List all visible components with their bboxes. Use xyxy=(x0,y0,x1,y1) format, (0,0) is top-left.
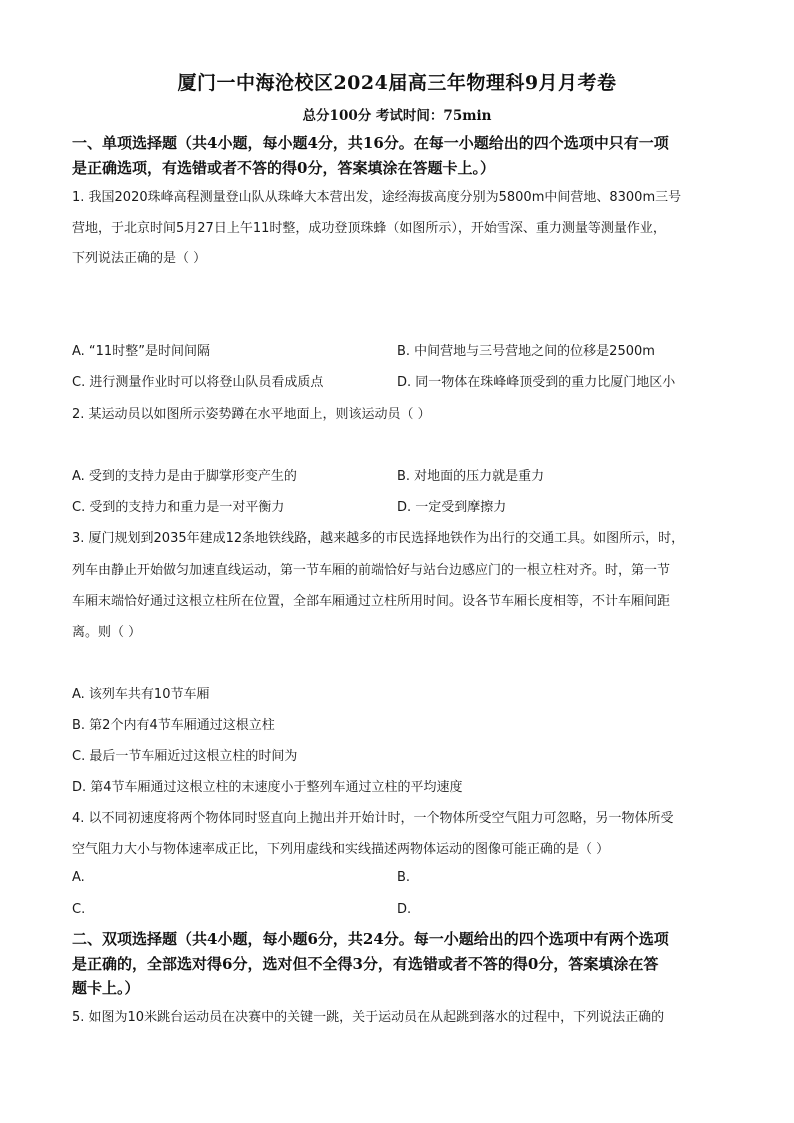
question-3-line4: 离。则（ ） xyxy=(72,625,142,640)
question-2-option-d: D. 一定受到摩擦力 xyxy=(397,500,507,515)
page-title: 厦门一中海沧校区2024届高三年物理科9月月考卷 xyxy=(177,72,617,94)
question-1-line1: 1. 我国2020珠峰高程测量登山队从珠峰大本营出发，途经海拔高度分别为5800m中间营地、8300m三号 xyxy=(72,190,682,205)
section-1-heading-line1: 一、单项选择题（共4小题，每小题4分，共16分。在每一小题给出的四个选项中只有一项 xyxy=(72,134,669,152)
question-2-option-b: B. 对地面的压力就是重力 xyxy=(397,469,545,484)
question-1-line2: 营地，于北京时间5月27日上午11时整，成功登顶珠蜂（如图所示），开始雪深、重力测量等测量作业， xyxy=(72,221,666,236)
question-4-option-c: C. xyxy=(72,902,86,917)
question-1-option-b: B. 中间营地与三号营地之间的位移是2500m xyxy=(397,344,655,359)
question-3-option-b: B. 第2个内有4节车厢通过这根立柱 xyxy=(72,718,275,733)
question-1-line3: 下列说法正确的是（ ） xyxy=(72,251,207,266)
question-3-line3: 车厢末端恰好通过这根立柱所在位置，全部车厢通过立柱所用时间。设各节车厢长度相等，不计车厢间距 xyxy=(72,594,671,609)
question-4-line1: 4. 以不同初速度将两个物体同时竖直向上抛出并开始计时，一个物体所受空气阻力可忽略，另一物体所受 xyxy=(72,811,674,826)
question-1-option-a: A. “11时整”是时间间隔 xyxy=(72,344,210,359)
question-4-option-a: A. xyxy=(72,870,85,885)
question-3-line2: 列车由静止开始做匀加速直线运动，第一节车厢的前端恰好与站台边感应门的一根立柱对齐。时，第一节 xyxy=(72,563,671,578)
section-2-heading-line3: 题卡上。） xyxy=(72,979,140,997)
question-3-line1: 3. 厦门规划到2035年建成12条地铁线路，越来越多的市民选择地铁作为出行的交通工具。如图所示，时， xyxy=(72,531,685,546)
question-3-option-a: A. 该列车共有10节车厢 xyxy=(72,687,210,702)
question-5-line1: 5. 如图为10米跳台运动员在决赛中的关键一跳，关于运动员在从起跳到落水的过程中，下列说法正确的 xyxy=(72,1010,665,1025)
question-1-option-d: D. 同一物体在珠峰峰顶受到的重力比厦门地区小 xyxy=(397,375,676,390)
section-1-heading-line2: 是正确选项，有选错或者不答的得0分，答案填涂在答题卡上。） xyxy=(72,159,495,177)
section-2-heading-line2: 是正确的，全部选对得6分，选对但不全得3分，有选错或者不答的得0分，答案填涂在答 xyxy=(72,955,659,973)
section-2-heading-line1: 二、双项选择题（共4小题，每小题6分，共24分。每一小题给出的四个选项中有两个选项 xyxy=(72,930,669,948)
question-3-option-c: C. 最后一节车厢近过这根立柱的时间为 xyxy=(72,749,298,764)
question-2-option-a: A. 受到的支持力是由于脚掌形变产生的 xyxy=(72,469,297,484)
exam-meta: 总分100分 考试时间：75min xyxy=(302,108,492,124)
question-4-option-b: B. xyxy=(397,870,411,885)
question-4-line2: 空气阻力大小与物体速率成正比，下列用虚线和实线描述两物体运动的图像可能正确的是（ ） xyxy=(72,842,610,857)
question-2-option-c: C. 受到的支持力和重力是一对平衡力 xyxy=(72,500,285,515)
question-3-option-d: D. 第4节车厢通过这根立柱的末速度小于整列车通过立柱的平均速度 xyxy=(72,780,463,795)
question-4-option-d: D. xyxy=(397,902,412,917)
question-2-line1: 2. 某运动员以如图所示姿势蹲在水平地面上，则该运动员（ ） xyxy=(72,407,431,422)
question-1-option-c: C. 进行测量作业时可以将登山队员看成质点 xyxy=(72,375,324,390)
